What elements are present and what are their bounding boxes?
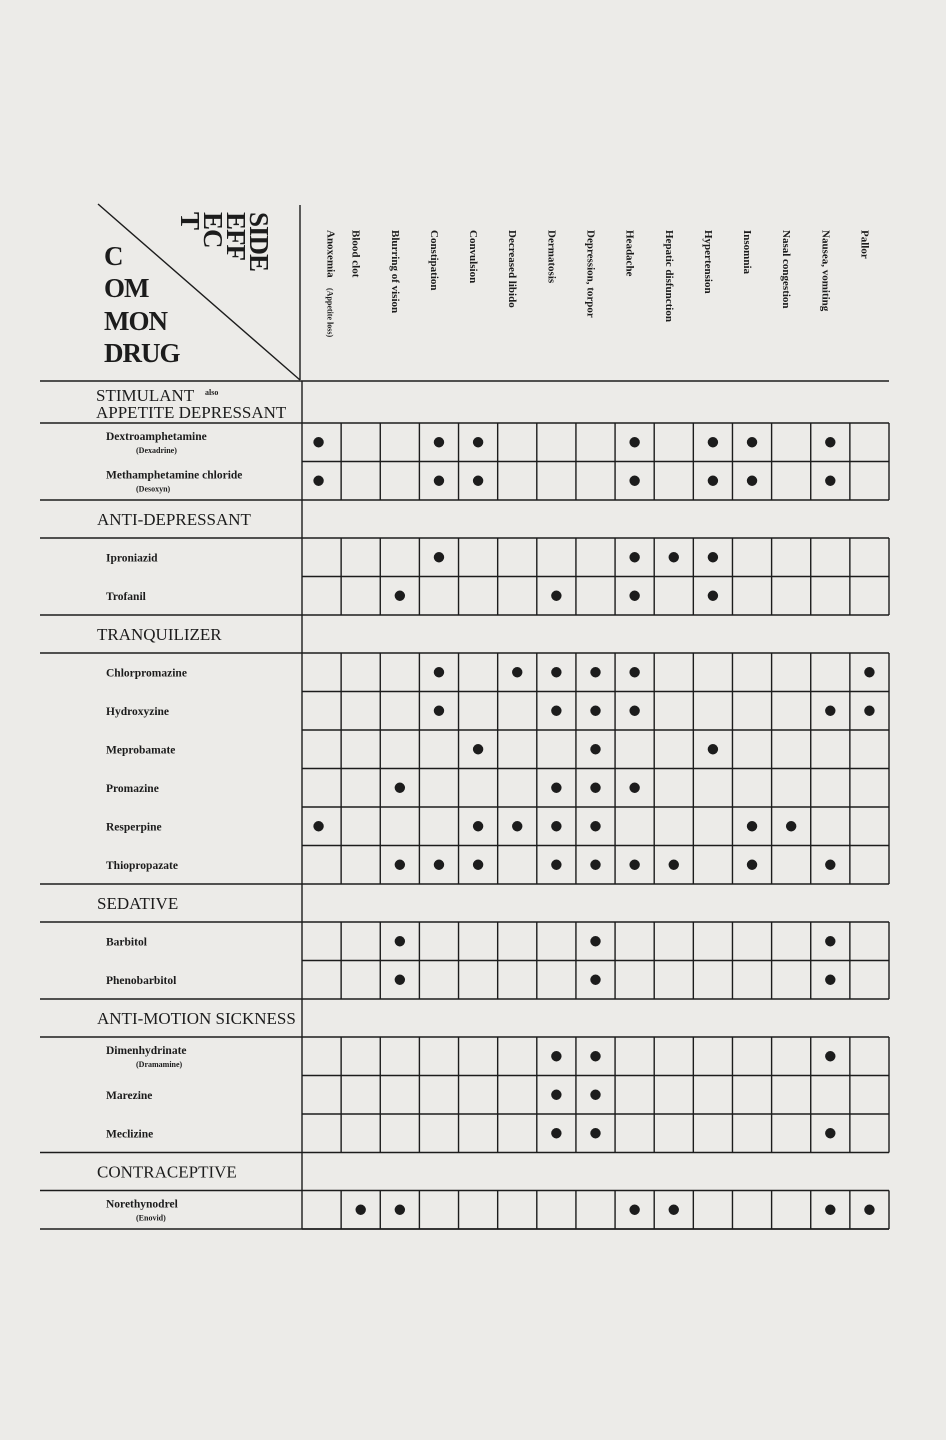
effect-dot: [669, 860, 679, 870]
category-section: [40, 1153, 889, 1230]
category-name: ANTI-DEPRESSANT: [97, 510, 251, 529]
effect-dot: [512, 667, 522, 677]
effect-dot: [590, 1051, 600, 1061]
drug-name: Hydroxyzine: [106, 705, 170, 718]
drug-name: Chlorpromazine: [106, 667, 187, 680]
effect-dot: [434, 437, 444, 447]
effect-dot: [551, 1051, 561, 1061]
effect-header: [350, 230, 362, 278]
effect-label: Decreased libido: [506, 230, 519, 308]
drug-name: Dimenhydrinate: [106, 1045, 187, 1057]
effect-dot: [313, 437, 323, 447]
effect-dot: [395, 783, 405, 793]
drug-name: Trofanil: [106, 590, 146, 603]
drug-table: [40, 381, 889, 1229]
effect-dot: [590, 783, 600, 793]
drug-name: Resperpine: [106, 821, 162, 834]
category-section: [40, 999, 889, 1153]
effect-dot: [708, 476, 718, 486]
effect-dot: [629, 476, 639, 486]
category-name: STIMULANT: [96, 386, 195, 405]
category-section: [40, 615, 889, 884]
effect-dot: [629, 667, 639, 677]
effect-dot: [825, 1051, 835, 1061]
effect-dot: [590, 706, 600, 716]
category-also: also: [205, 388, 219, 397]
effect-header: [467, 230, 479, 283]
effect-dot: [747, 821, 757, 831]
effect-dot: [629, 783, 639, 793]
category-name: ANTI-MOTION SICKNESS: [97, 1009, 296, 1028]
effect-dot: [395, 1205, 405, 1215]
effect-label: Hepatic disfunction: [662, 230, 675, 322]
effect-dot: [590, 821, 600, 831]
category-name-line2: APPETITE DEPRESSANT: [96, 403, 287, 422]
effect-label: Headache: [623, 230, 636, 277]
effect-dot: [551, 706, 561, 716]
effect-dot: [551, 1128, 561, 1138]
effect-dot: [313, 476, 323, 486]
drug-name: Thiopropazate: [106, 859, 178, 872]
effect-label: Blood clot: [349, 230, 362, 278]
effect-header: [741, 230, 753, 275]
common-drug-line: OM: [104, 273, 149, 303]
effect-label: Pallor: [858, 230, 871, 259]
effect-dot: [473, 860, 483, 870]
effect-header: [819, 230, 831, 312]
effect-dot: [629, 706, 639, 716]
effect-label: Nausea, vomiting: [819, 230, 832, 312]
effect-dot: [473, 476, 483, 486]
effect-dot: [669, 1205, 679, 1215]
effect-header: [325, 230, 337, 337]
effect-dot: [708, 591, 718, 601]
effect-header: [624, 230, 636, 277]
category-name: TRANQUILIZER: [97, 625, 222, 644]
effect-label: Nasal congestion: [780, 230, 793, 309]
effect-dot: [473, 744, 483, 754]
effect-dot: [747, 437, 757, 447]
effect-dot: [473, 437, 483, 447]
effect-dot: [551, 783, 561, 793]
common-drug-title: [104, 241, 180, 368]
effect-dot: [590, 936, 600, 946]
effect-label: Depression, torpor: [584, 230, 597, 318]
effect-dot: [629, 860, 639, 870]
category-name: CONTRACEPTIVE: [97, 1162, 237, 1182]
effect-dot: [629, 591, 639, 601]
effect-dot: [669, 552, 679, 562]
drug-name: Iproniazid: [106, 552, 158, 565]
effect-dot: [629, 437, 639, 447]
effect-header: [663, 230, 675, 322]
side-effect-title: [175, 212, 274, 271]
effect-dot: [395, 975, 405, 985]
effect-dot: [551, 860, 561, 870]
effect-headers: [325, 230, 871, 337]
category-section: [40, 381, 889, 500]
effect-dot: [434, 860, 444, 870]
effect-dot: [825, 975, 835, 985]
drug-name: Norethynodrel: [106, 1198, 178, 1211]
effect-dot: [590, 975, 600, 985]
effect-dot: [551, 667, 561, 677]
effect-dot: [747, 476, 757, 486]
effect-dot: [825, 860, 835, 870]
effect-dot: [551, 1090, 561, 1100]
effect-dot: [395, 936, 405, 946]
effect-label: Insomnia: [741, 230, 754, 275]
effect-dot: [512, 821, 522, 831]
drug-brand: (Desoxyn): [136, 484, 171, 494]
category-name: SEDATIVE: [97, 894, 179, 913]
drug-brand: (Dexadrine): [136, 446, 177, 455]
effect-header: [428, 230, 440, 291]
side-effect-line: EFF: [221, 212, 251, 260]
effect-header: [780, 230, 792, 309]
side-effect-line: EC: [198, 212, 228, 248]
effect-dot: [747, 860, 757, 870]
effect-note: (Appetite loss): [325, 288, 335, 338]
effect-dot: [864, 706, 874, 716]
effect-header: [585, 230, 597, 318]
effect-dot: [629, 1205, 639, 1215]
side-effect-line: SIDE: [244, 212, 274, 272]
effect-header: [702, 230, 714, 294]
category-section: [40, 884, 889, 999]
common-drug-line: DRUG: [104, 338, 180, 368]
effect-dot: [590, 860, 600, 870]
effect-dot: [313, 821, 323, 831]
effect-label: Convulsion: [467, 230, 480, 284]
common-drug-line: C: [104, 241, 123, 271]
effect-label: Anoxemia: [324, 230, 337, 278]
effect-dot: [590, 744, 600, 754]
effect-dot: [473, 821, 483, 831]
effect-dot: [590, 1090, 600, 1100]
effect-dot: [395, 860, 405, 870]
effect-dot: [786, 821, 796, 831]
effect-dot: [825, 1128, 835, 1138]
drug-name: Dextroamphetamine: [106, 431, 207, 443]
effect-dot: [590, 667, 600, 677]
effect-dot: [864, 667, 874, 677]
category-section: [40, 500, 889, 615]
drug-name: Meprobamate: [106, 744, 176, 757]
effect-dot: [434, 667, 444, 677]
drug-brand: (Dramamine): [136, 1060, 183, 1069]
drug-name: Methamphetamine chloride: [106, 469, 243, 482]
effect-header: [858, 230, 870, 259]
effect-dot: [551, 591, 561, 601]
effect-dot: [395, 591, 405, 601]
effect-dot: [825, 437, 835, 447]
drug-name: Barbitol: [106, 936, 147, 949]
effect-header: [545, 230, 557, 284]
corner-header: [98, 204, 300, 380]
effect-dot: [825, 1205, 835, 1215]
effect-dot: [825, 476, 835, 486]
effect-header: [506, 230, 518, 308]
effect-dot: [864, 1205, 874, 1215]
side-effect-line: T: [175, 212, 205, 230]
drug-name: Phenobarbitol: [106, 974, 177, 987]
drug-name: Promazine: [106, 782, 159, 795]
effect-dot: [590, 1128, 600, 1138]
effect-dot: [629, 552, 639, 562]
effect-dot: [825, 936, 835, 946]
effect-label: Dermatosis: [545, 230, 558, 284]
effect-label: Blurring of vision: [388, 230, 401, 314]
effect-dot: [708, 437, 718, 447]
effect-dot: [825, 706, 835, 716]
drug-name: Meclizine: [106, 1128, 154, 1141]
effect-dot: [434, 552, 444, 562]
effect-dot: [356, 1205, 366, 1215]
effect-dot: [551, 821, 561, 831]
effect-label: Constipation: [427, 230, 440, 291]
effect-dot: [708, 552, 718, 562]
drug-brand: (Enovid): [136, 1213, 166, 1223]
effect-header: [389, 230, 401, 313]
drug-name: Marezine: [106, 1089, 153, 1102]
effect-dot: [708, 744, 718, 754]
effect-label: Hypertension: [701, 230, 714, 294]
effect-dot: [434, 476, 444, 486]
common-drug-line: MON: [104, 306, 167, 336]
effect-dot: [434, 706, 444, 716]
